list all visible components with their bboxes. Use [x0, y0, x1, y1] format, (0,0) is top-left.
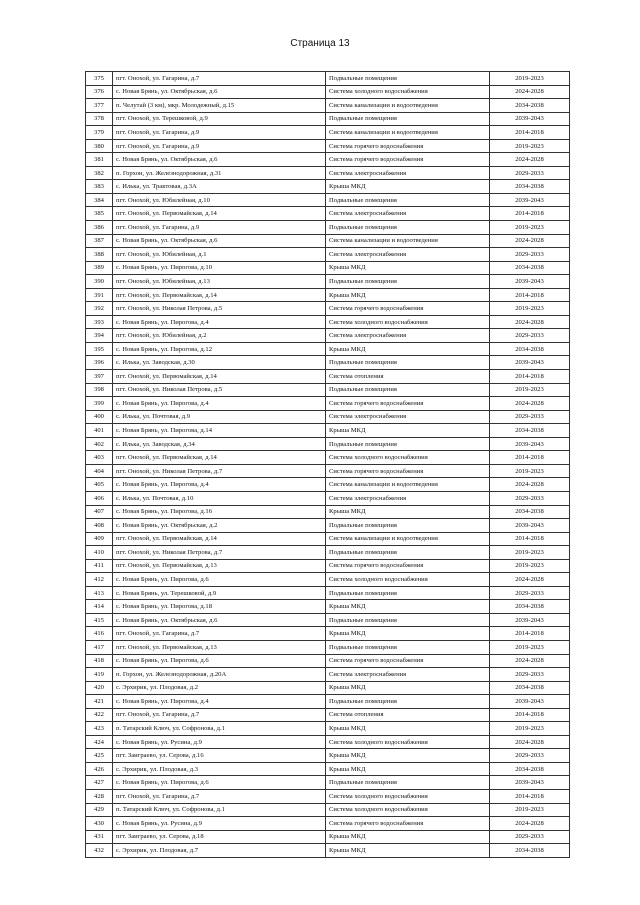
address-cell: с. Новая Брянь, ул. Октябрьская, д.6 [113, 613, 326, 627]
table-row [86, 370, 570, 384]
work-type-cell: Подвальные помещения [326, 640, 490, 654]
work-type-cell: Подвальные помещения [326, 586, 490, 600]
address-cell: с. Новая Брянь, ул. Пирогова, д.14 [113, 424, 326, 438]
work-type-cell: Система холодного водоснабжения [326, 735, 490, 749]
address-cell: пгт. Онохой, ул. Юбилейная, д.13 [113, 275, 326, 289]
address-cell: пгт. Онохой, ул. Николая Петрова, д.5 [113, 302, 326, 316]
work-type-cell: Крыша МКД [326, 261, 490, 275]
table-row [86, 85, 570, 99]
address-cell: с. Новая Брянь, ул. Пирогова, д.4 [113, 695, 326, 709]
address-cell: с. Илька, ул. Заводская, д.30 [113, 356, 326, 370]
row-number: 402 [86, 437, 113, 451]
period-cell: 2014-2018 [490, 627, 570, 641]
table-row [86, 126, 570, 140]
period-cell: 2034-2038 [490, 505, 570, 519]
period-cell: 2024-2028 [490, 234, 570, 248]
address-cell: пгт. Онохой, ул. Первомайская, д.14 [113, 370, 326, 384]
work-type-cell: Система электроснабжения [326, 329, 490, 343]
work-type-cell: Система отопления [326, 708, 490, 722]
period-cell: 2029-2033 [490, 248, 570, 262]
period-cell: 2014-2018 [490, 789, 570, 803]
table-row [86, 275, 570, 289]
work-type-cell: Крыша МКД [326, 749, 490, 763]
address-cell: пгт. Заиграево, ул. Серова, д.18 [113, 830, 326, 844]
row-number: 417 [86, 640, 113, 654]
work-type-cell: Подвальные помещения [326, 383, 490, 397]
address-cell: с. Новая Брянь, ул. Пирогова, д.6 [113, 654, 326, 668]
row-number: 401 [86, 424, 113, 438]
work-type-cell: Крыша МКД [326, 762, 490, 776]
address-cell: с. Эрхирик, ул. Плодовая, д.2 [113, 681, 326, 695]
work-type-cell: Система канализации и водоотведения [326, 99, 490, 113]
period-cell: 2014-2018 [490, 207, 570, 221]
period-cell: 2019-2023 [490, 383, 570, 397]
address-cell: п. Татарский Ключ, ул. Софронова, д.1 [113, 722, 326, 736]
table-row [86, 315, 570, 329]
period-cell: 2024-2028 [490, 153, 570, 167]
table-row [86, 437, 570, 451]
address-cell: пгт. Онохой, ул. Николая Петрова, д.7 [113, 546, 326, 560]
table-row [86, 668, 570, 682]
table-row [86, 532, 570, 546]
work-type-cell: Подвальные помещения [326, 546, 490, 560]
address-cell: с. Новая Брянь, ул. Пирогова, д.12 [113, 342, 326, 356]
period-cell: 2034-2038 [490, 762, 570, 776]
table-row [86, 342, 570, 356]
row-number: 424 [86, 735, 113, 749]
period-cell: 2034-2038 [490, 844, 570, 858]
period-cell: 2029-2033 [490, 830, 570, 844]
work-type-cell: Крыша МКД [326, 505, 490, 519]
address-cell: пгт. Онохой, ул. Николая Петрова, д.7 [113, 464, 326, 478]
table-row [86, 261, 570, 275]
row-number: 408 [86, 519, 113, 533]
period-cell: 2024-2028 [490, 735, 570, 749]
row-number: 397 [86, 370, 113, 384]
row-number: 411 [86, 559, 113, 573]
work-type-cell: Подвальные помещения [326, 695, 490, 709]
row-number: 379 [86, 126, 113, 140]
address-cell: пгт. Онохой, ул. Гагарина, д.7 [113, 627, 326, 641]
address-cell: пгт. Онохой, ул. Первомайская, д.13 [113, 559, 326, 573]
address-cell: пгт. Онохой, ул. Гагарина, д.9 [113, 221, 326, 235]
table-row [86, 749, 570, 763]
period-cell: 2034-2038 [490, 342, 570, 356]
address-cell: с. Новая Брянь, ул. Русина, д.9 [113, 817, 326, 831]
work-type-cell: Система горячего водоснабжения [326, 464, 490, 478]
period-cell: 2029-2033 [490, 749, 570, 763]
table-row [86, 112, 570, 126]
period-cell: 2024-2028 [490, 817, 570, 831]
row-number: 425 [86, 749, 113, 763]
table-row [86, 166, 570, 180]
table-body [86, 72, 570, 858]
row-number: 421 [86, 695, 113, 709]
address-cell: с. Илька, ул. Трактовая, д.3А [113, 180, 326, 194]
row-number: 409 [86, 532, 113, 546]
address-cell: пгт. Онохой, ул. Гагарина, д.7 [113, 708, 326, 722]
period-cell: 2019-2023 [490, 722, 570, 736]
address-cell: с. Новая Брянь, ул. Пирогова, д.4 [113, 478, 326, 492]
work-type-cell: Система канализации и водоотведения [326, 234, 490, 248]
table-row [86, 329, 570, 343]
table-row [86, 573, 570, 587]
row-number: 407 [86, 505, 113, 519]
work-type-cell: Система электроснабжения [326, 166, 490, 180]
table-row [86, 600, 570, 614]
row-number: 386 [86, 221, 113, 235]
work-type-cell: Система горячего водоснабжения [326, 397, 490, 411]
row-number: 428 [86, 789, 113, 803]
period-cell: 2024-2028 [490, 573, 570, 587]
work-type-cell: Подвальные помещения [326, 193, 490, 207]
address-cell: с. Илька, ул. Почтовая, д.9 [113, 410, 326, 424]
address-cell: с. Новая Брянь, ул. Пирогова, д.10 [113, 261, 326, 275]
table-row [86, 302, 570, 316]
row-number: 385 [86, 207, 113, 221]
work-type-cell: Крыша МКД [326, 830, 490, 844]
period-cell: 2014-2018 [490, 126, 570, 140]
address-cell: пгт. Онохой, ул. Первомайская, д.14 [113, 207, 326, 221]
period-cell: 2014-2018 [490, 708, 570, 722]
address-cell: пгт. Онохой, ул. Гагарина, д.9 [113, 126, 326, 140]
row-number: 376 [86, 85, 113, 99]
address-cell: с. Новая Брянь, ул. Пирогова, д.18 [113, 600, 326, 614]
work-type-cell: Система горячего водоснабжения [326, 153, 490, 167]
table-row [86, 424, 570, 438]
table-row [86, 817, 570, 831]
row-number: 413 [86, 586, 113, 600]
period-cell: 2039-2043 [490, 356, 570, 370]
address-cell: с. Новая Брянь, ул. Пирогова, д.16 [113, 505, 326, 519]
work-type-cell: Подвальные помещения [326, 519, 490, 533]
row-number: 431 [86, 830, 113, 844]
row-number: 426 [86, 762, 113, 776]
period-cell: 2019-2023 [490, 546, 570, 560]
row-number: 416 [86, 627, 113, 641]
table-row [86, 505, 570, 519]
work-type-cell: Подвальные помещения [326, 776, 490, 790]
table-row [86, 248, 570, 262]
address-cell: с. Новая Брянь, ул. Октябрьская, д.2 [113, 519, 326, 533]
work-type-cell: Подвальные помещения [326, 356, 490, 370]
work-type-cell: Система горячего водоснабжения [326, 139, 490, 153]
work-type-cell: Крыша МКД [326, 844, 490, 858]
period-cell: 2039-2043 [490, 695, 570, 709]
period-cell: 2029-2033 [490, 166, 570, 180]
row-number: 380 [86, 139, 113, 153]
address-cell: с. Новая Брянь, ул. Пирогова, д.4 [113, 315, 326, 329]
work-type-cell: Крыша МКД [326, 722, 490, 736]
address-cell: с. Новая Брянь, ул. Октябрьская, д.6 [113, 153, 326, 167]
period-cell: 2034-2038 [490, 424, 570, 438]
table-row [86, 99, 570, 113]
table-row [86, 695, 570, 709]
address-cell: пгт. Онохой, ул. Юбилейная, д.1 [113, 248, 326, 262]
row-number: 414 [86, 600, 113, 614]
table-row [86, 180, 570, 194]
row-number: 382 [86, 166, 113, 180]
period-cell: 2034-2038 [490, 99, 570, 113]
address-cell: с. Новая Брянь, ул. Пирогова, д.4 [113, 397, 326, 411]
row-number: 384 [86, 193, 113, 207]
address-cell: пгт. Онохой, ул. Гагарина, д.7 [113, 789, 326, 803]
address-cell: с. Илька, ул. Заводская, д.34 [113, 437, 326, 451]
row-number: 412 [86, 573, 113, 587]
address-cell: пгт. Онохой, ул. Первомайская, д.14 [113, 451, 326, 465]
row-number: 383 [86, 180, 113, 194]
table-row [86, 586, 570, 600]
row-number: 396 [86, 356, 113, 370]
period-cell: 2024-2028 [490, 315, 570, 329]
table-row [86, 478, 570, 492]
row-number: 423 [86, 722, 113, 736]
address-cell: п. Горхон, ул. Железнодорожная, д.31 [113, 166, 326, 180]
address-cell: с. Новая Брянь, ул. Пирогова, д.6 [113, 573, 326, 587]
period-cell: 2029-2033 [490, 410, 570, 424]
row-number: 389 [86, 261, 113, 275]
period-cell: 2014-2018 [490, 288, 570, 302]
address-cell: п. Горхон, ул. Железнодорожная, д.20А [113, 668, 326, 682]
period-cell: 2024-2028 [490, 85, 570, 99]
table-row [86, 221, 570, 235]
row-number: 378 [86, 112, 113, 126]
row-number: 415 [86, 613, 113, 627]
table-row [86, 830, 570, 844]
period-cell: 2039-2043 [490, 437, 570, 451]
table-row [86, 451, 570, 465]
table-row [86, 776, 570, 790]
address-cell: пгт. Онохой, ул. Терешковой, д.9 [113, 112, 326, 126]
table-row [86, 491, 570, 505]
row-number: 394 [86, 329, 113, 343]
row-number: 420 [86, 681, 113, 695]
table-row [86, 789, 570, 803]
row-number: 399 [86, 397, 113, 411]
row-number: 405 [86, 478, 113, 492]
work-type-cell: Система электроснабжения [326, 668, 490, 682]
work-type-cell: Крыша МКД [326, 627, 490, 641]
period-cell: 2034-2038 [490, 600, 570, 614]
work-type-cell: Система холодного водоснабжения [326, 803, 490, 817]
address-cell: п. Татарский Ключ, ул. Софронова, д.1 [113, 803, 326, 817]
table-row [86, 803, 570, 817]
work-type-cell: Система канализации и водоотведения [326, 478, 490, 492]
period-cell: 2014-2018 [490, 370, 570, 384]
work-type-cell: Система электроснабжения [326, 410, 490, 424]
work-type-cell: Система электроснабжения [326, 248, 490, 262]
work-type-cell: Крыша МКД [326, 288, 490, 302]
period-cell: 2019-2023 [490, 221, 570, 235]
work-type-cell: Система канализации и водоотведения [326, 532, 490, 546]
address-cell: пгт. Онохой, ул. Первомайская, д.14 [113, 532, 326, 546]
row-number: 391 [86, 288, 113, 302]
work-type-cell: Система электроснабжения [326, 207, 490, 221]
work-type-cell: Подвальные помещения [326, 221, 490, 235]
table-row [86, 722, 570, 736]
table-row [86, 519, 570, 533]
work-type-cell: Подвальные помещения [326, 112, 490, 126]
row-number: 418 [86, 654, 113, 668]
row-number: 388 [86, 248, 113, 262]
period-cell: 2029-2033 [490, 668, 570, 682]
period-cell: 2029-2033 [490, 329, 570, 343]
row-number: 429 [86, 803, 113, 817]
period-cell: 2039-2043 [490, 112, 570, 126]
address-cell: пгт. Онохой, ул. Первомайская, д.13 [113, 640, 326, 654]
row-number: 403 [86, 451, 113, 465]
period-cell: 2014-2018 [490, 532, 570, 546]
address-cell: пгт. Онохой, ул. Гагарина, д.9 [113, 139, 326, 153]
work-type-cell: Крыша МКД [326, 342, 490, 356]
table-row [86, 613, 570, 627]
work-type-cell: Система горячего водоснабжения [326, 302, 490, 316]
work-type-cell: Подвальные помещения [326, 437, 490, 451]
period-cell: 2019-2023 [490, 464, 570, 478]
address-cell: пгт. Онохой, ул. Юбилейная, д.10 [113, 193, 326, 207]
table-row [86, 193, 570, 207]
work-type-cell: Система холодного водоснабжения [326, 315, 490, 329]
address-cell: с. Новая Брянь, ул. Октябрьская, д.6 [113, 234, 326, 248]
table-row [86, 153, 570, 167]
row-number: 400 [86, 410, 113, 424]
period-cell: 2019-2023 [490, 139, 570, 153]
period-cell: 2024-2028 [490, 654, 570, 668]
period-cell: 2039-2043 [490, 193, 570, 207]
address-cell: с. Илька, ул. Почтовая, д.10 [113, 491, 326, 505]
address-cell: пгт. Онохой, ул. Гагарина, д.7 [113, 72, 326, 86]
work-type-cell: Система канализации и водоотведения [326, 126, 490, 140]
table-row [86, 735, 570, 749]
address-cell: с. Новая Брянь, ул. Терешковой, д.9 [113, 586, 326, 600]
address-cell: пгт. Онохой, ул. Юбилейная, д.2 [113, 329, 326, 343]
work-type-cell: Подвальные помещения [326, 72, 490, 86]
table-row [86, 288, 570, 302]
row-number: 395 [86, 342, 113, 356]
table-row [86, 762, 570, 776]
page-title: Страница 13 [290, 38, 350, 49]
work-type-cell: Подвальные помещения [326, 275, 490, 289]
work-type-cell: Крыша МКД [326, 180, 490, 194]
period-cell: 2019-2023 [490, 72, 570, 86]
row-number: 381 [86, 153, 113, 167]
table-row [86, 356, 570, 370]
period-cell: 2019-2023 [490, 803, 570, 817]
row-number: 422 [86, 708, 113, 722]
work-type-cell: Система электроснабжения [326, 491, 490, 505]
period-cell: 2024-2028 [490, 478, 570, 492]
work-type-cell: Система горячего водоснабжения [326, 559, 490, 573]
table-row [86, 410, 570, 424]
period-cell: 2019-2023 [490, 302, 570, 316]
table-row [86, 139, 570, 153]
table-row [86, 708, 570, 722]
work-type-cell: Крыша МКД [326, 600, 490, 614]
period-cell: 2034-2038 [490, 681, 570, 695]
work-type-cell: Крыша МКД [326, 681, 490, 695]
table-row [86, 207, 570, 221]
table-row [86, 72, 570, 86]
period-cell: 2034-2038 [490, 261, 570, 275]
address-cell: п. Челутай (3 км), мкр. Молодежный, д.15 [113, 99, 326, 113]
address-cell: пгт. Онохой, ул. Первомайская, д.14 [113, 288, 326, 302]
period-cell: 2039-2043 [490, 776, 570, 790]
table-row [86, 654, 570, 668]
address-cell: с. Новая Брянь, ул. Русина, д.9 [113, 735, 326, 749]
period-cell: 2024-2028 [490, 397, 570, 411]
row-number: 390 [86, 275, 113, 289]
row-number: 377 [86, 99, 113, 113]
row-number: 398 [86, 383, 113, 397]
period-cell: 2039-2043 [490, 613, 570, 627]
row-number: 387 [86, 234, 113, 248]
work-type-cell: Система холодного водоснабжения [326, 85, 490, 99]
address-cell: с. Новая Брянь, ул. Пирогова, д.6 [113, 776, 326, 790]
row-number: 375 [86, 72, 113, 86]
row-number: 410 [86, 546, 113, 560]
work-type-cell: Система отопления [326, 370, 490, 384]
table-row [86, 844, 570, 858]
table-row [86, 640, 570, 654]
table-row [86, 559, 570, 573]
address-cell: с. Эрхирик, ул. Плодовая, д.3 [113, 762, 326, 776]
row-number: 392 [86, 302, 113, 316]
table-row [86, 383, 570, 397]
row-number: 406 [86, 491, 113, 505]
row-number: 393 [86, 315, 113, 329]
work-type-cell: Подвальные помещения [326, 613, 490, 627]
row-number: 419 [86, 668, 113, 682]
period-cell: 2019-2023 [490, 559, 570, 573]
period-cell: 2014-2018 [490, 451, 570, 465]
period-cell: 2039-2043 [490, 519, 570, 533]
table-row [86, 397, 570, 411]
address-cell: пгт. Заиграево, ул. Серова, д.16 [113, 749, 326, 763]
table-row [86, 464, 570, 478]
period-cell: 2039-2043 [490, 275, 570, 289]
row-number: 404 [86, 464, 113, 478]
work-type-cell: Система горячего водоснабжения [326, 817, 490, 831]
row-number: 430 [86, 817, 113, 831]
period-cell: 2034-2038 [490, 180, 570, 194]
work-type-cell: Крыша МКД [326, 424, 490, 438]
address-cell: с. Новая Брянь, ул. Октябрьская, д.6 [113, 85, 326, 99]
row-number: 427 [86, 776, 113, 790]
address-cell: пгт. Онохой, ул. Николая Петрова, д.5 [113, 383, 326, 397]
work-type-cell: Система холодного водоснабжения [326, 451, 490, 465]
period-cell: 2029-2033 [490, 491, 570, 505]
table-row [86, 234, 570, 248]
row-number: 432 [86, 844, 113, 858]
work-type-cell: Система холодного водоснабжения [326, 573, 490, 587]
period-cell: 2029-2033 [490, 586, 570, 600]
period-cell: 2019-2023 [490, 640, 570, 654]
table-row [86, 627, 570, 641]
table-row [86, 546, 570, 560]
work-type-cell: Система холодного водоснабжения [326, 789, 490, 803]
address-cell: с. Эрхирик, ул. Плодовая, д.7 [113, 844, 326, 858]
work-type-cell: Система горячего водоснабжения [326, 654, 490, 668]
table-row [86, 681, 570, 695]
repair-schedule-table [85, 71, 570, 858]
